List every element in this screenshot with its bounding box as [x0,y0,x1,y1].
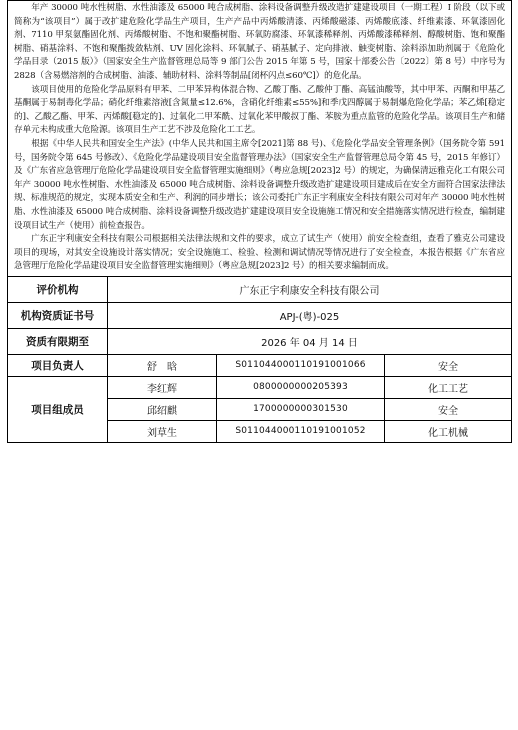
leader-id: S011044000110191001066 [217,354,385,376]
report-table [7,0,512,443]
cert-row [8,302,512,328]
cert-value: APJ-(粤)-025 [108,302,512,328]
member-field: 化工机械 [385,420,512,442]
member-id: S011044000110191001052 [217,420,385,442]
leader-name: 舒 晗 [108,354,217,376]
members-label: 项目组成员 [8,376,108,442]
member-id: 0800000000205393 [217,376,385,398]
paragraph-legal-basis: 根据《中华人民共和国安全生产法》(中华人民共和国主席令[2021]第 88 号)、《危险化学品安全管理条例》（国务院令第 591 号，国务院令第 645 号修改）、《危险化学品建设项目安全监督管理办法》（国家安全生产监督管理总局令第 45 号，2015 年修订）及《广东省应急管理厅危险化学品建设项目安全监督管理实施细则》（粤应急规[2023]2 号）的规定，为确保清远雅克化工有限公司年产 30000 吨水性树脂、水性油漆及 65000 吨合成树脂、涂料设备调整升级改造扩建建设项目建成后在安全方面符合国家法律法规、标准规范的规定，实现本质安全和生产、利润的同步增长；该公司委托广东正宇利康安全科技有限公司对年产 30000 吨水性树脂、水性油漆及 65000 吨合成树脂、涂料设备调整升级改造扩建建设项目安全设施施工情况和安全措施落实情况进行检查，编制建设项目试生产（使用）前检查报告。 [14,138,505,231]
body-row [8,1,512,277]
member-name: 邱绍麒 [108,398,217,420]
leader-field: 安全 [385,354,512,376]
member-field: 安全 [385,398,512,420]
member-name: 李红辉 [108,376,217,398]
leader-row [8,354,512,376]
org-row [8,276,512,302]
org-label: 评价机构 [8,276,108,302]
member-field: 化工工艺 [385,376,512,398]
expiry-value: 2026 年 04 月 14 日 [108,328,512,354]
leader-label: 项目负责人 [8,354,108,376]
paragraph-hazardous-materials: 该项目使用的危险化学品原料有甲苯、二甲苯异构体混合物、乙酸丁酯、乙酸仲丁酯、高锰油酸等，其中甲苯、丙酮和甲基乙基酮属于易制毒化学品；硝化纤维素溶液[含氮量≤12.6%，含硝化纤维素≤55%]和季戊四醇属于易制爆危险化学品；苯乙烯[稳定的]、乙酸乙酯、甲苯、丙烯酸[稳定的]、过氧化二甲苯酰、过氧化苯甲酸叔丁酯、苯胺为重点监管的危险化学品。该项目生产和储存单元未构成重大危险源。该项目生产工艺不涉及危险化工工艺。 [14,84,505,136]
member-name: 刘草生 [108,420,217,442]
expiry-row [8,328,512,354]
org-value: 广东正宇利康安全科技有限公司 [108,276,512,302]
member-id: 1700000000301530 [217,398,385,420]
report-page [7,0,511,443]
body-cell [8,1,512,277]
paragraph-inspection: 广东正宇利康安全科技有限公司根据相关法律法规和文件的要求，成立了试生产（使用）前安全检查组，查看了雅克公司建设项目的现场，对其安全设施设计落实情况；安全设施施工、检验、检测和调试情况等情况进行了安全检查，本报告根据《广东省应急管理厅危险化学品建设项目安全监督管理实施细则》（粤应急规[2023]2 号）的相关要求编制而成。 [14,234,505,272]
cert-label: 机构资质证书号 [8,302,108,328]
expiry-label: 资质有限期至 [8,328,108,354]
member-row [8,376,512,398]
paragraph-project-scope: 年产 30000 吨水性树脂、水性油漆及 65000 吨合成树脂、涂料设备调整升级改造扩建建设项目（一期工程）I 阶段（以下或简称为“该项目”）属于改扩建危险化学品生产项目，生产产品中丙烯酸清漆、丙烯酸磁漆、丙烯酸底漆、纤维素漆、环氧漆固化剂、7110 甲泵氨酯固化剂、丙烯酸树脂、不饱和聚酯树脂、环氧防腐漆、环氧漆稀释剂、丙烯酸漆稀释剂、醇酸树脂、饱和聚酯树脂、硝基涂料、不饱和聚酯拨敛粘剂、UV 固化涂料、环氧腻子、硝基腻子、定向排液、触变树脂、涂料添加助剂属于《危险化学品目录（2015 版）》（国家安全生产监督管理总局等 9 部门公告 2015 年第 5 号，国家十部委公告〔2022〕第 8 号）中序号为 2828（含易燃溶剂的合成树脂、油漆、辅助材料、涂料等制品[闭杯闪点≤60℃]）的危化品。 [14,3,505,81]
